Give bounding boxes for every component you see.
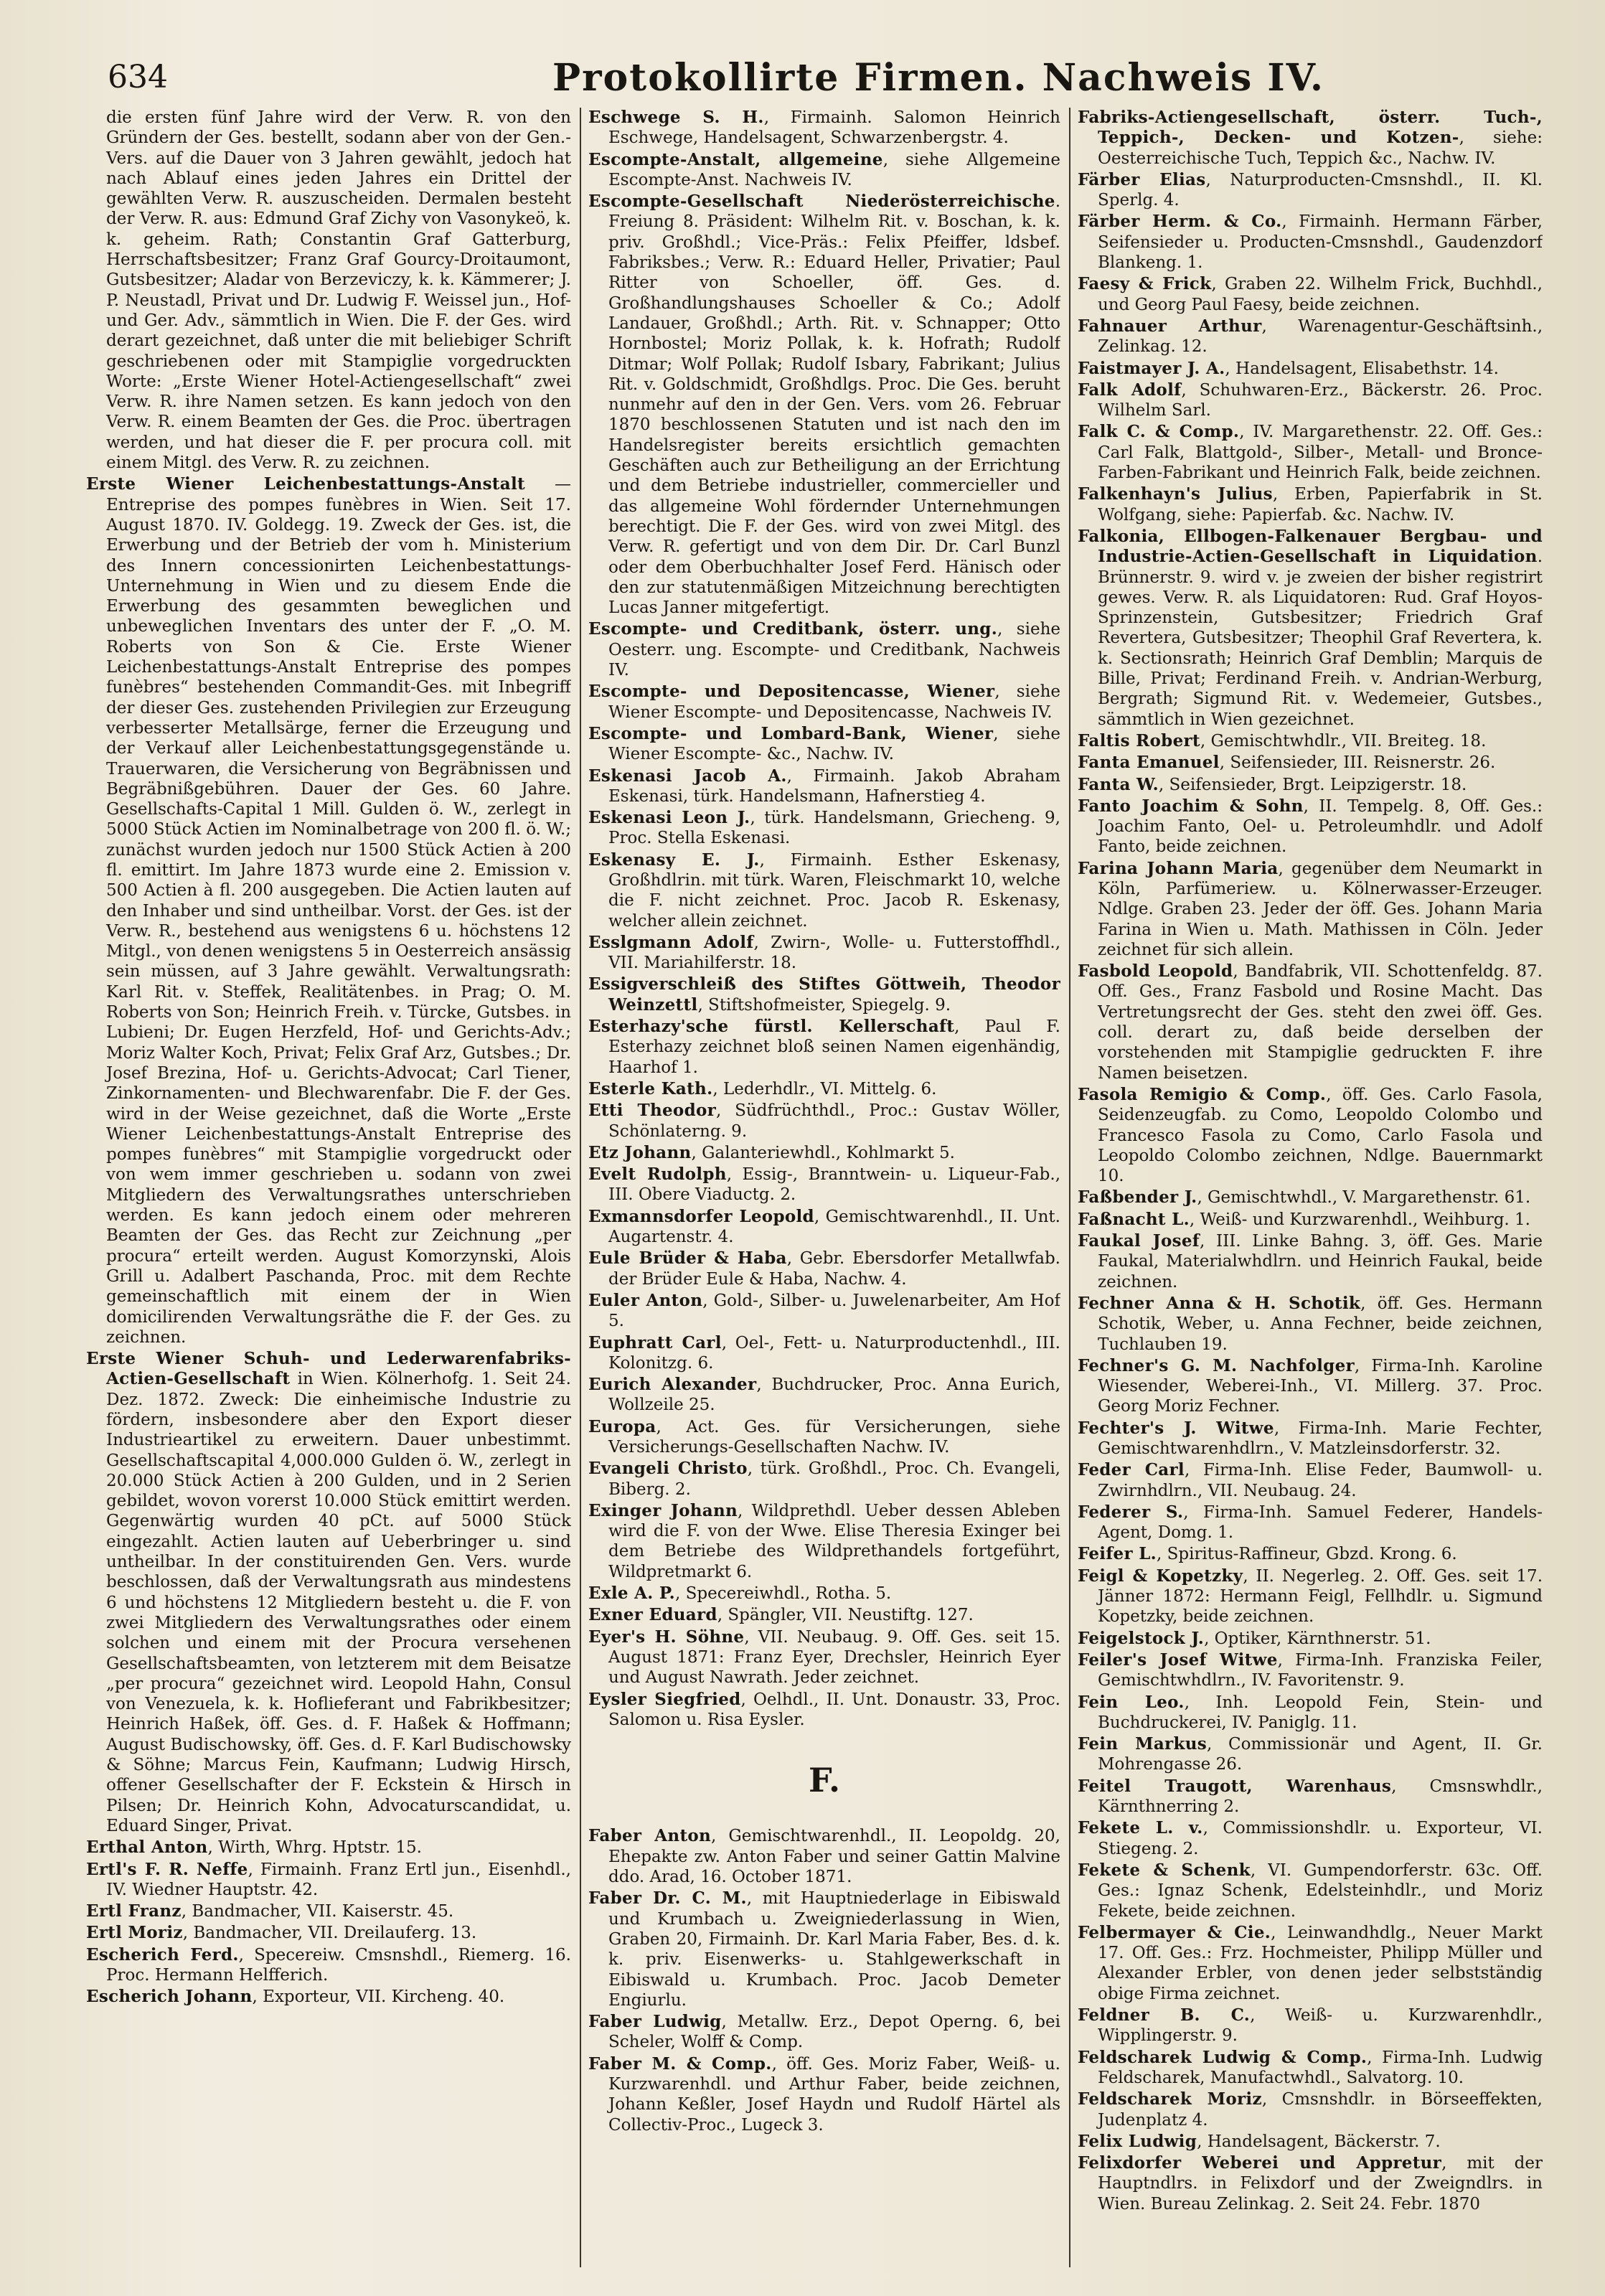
entry-text: , Bandmacher, VII. Dreilauferg. 13.	[182, 1924, 477, 1943]
directory-entry	[1078, 1860, 1543, 1921]
entry-text: , Wirth, Whrg. Hptstr. 15.	[207, 1838, 422, 1858]
firm-name: Felbermayer & Cie.	[1078, 1922, 1271, 1942]
directory-entry	[588, 2012, 1060, 2053]
entry-text: , gegenüber dem Neumarkt in Köln, Parfümeriew. u. Kölnerwasser-Erzeuger. Ndlge. Graben 23. Jeder der öff. Ges. Johann Maria Farina in Wien u. Math. Mathissen in Cöln. Jeder zeichnet für sich allein.	[1098, 859, 1543, 959]
directory-entry	[1078, 2132, 1543, 2152]
directory-entry	[1078, 1356, 1543, 1417]
firm-name: Farina Johann Maria	[1078, 858, 1279, 878]
directory-entry	[1078, 1418, 1543, 1459]
firm-name: Feifer L.	[1078, 1544, 1157, 1564]
directory-entry	[1078, 796, 1543, 857]
entry-text: , Gemischtwarenhdl., II. Unt. Augartenstr. 4.	[608, 1207, 1060, 1247]
letter-heading: F.	[808, 1761, 841, 1800]
entry-text: , Firmainh. Salomon Heinrich Eschwege, Handelsagent, Schwarzenbergstr. 4.	[608, 108, 1060, 148]
firm-name: Eskenasi Leon J.	[588, 808, 750, 828]
entry-text: , Act. Ges. für Versicherungen, siehe Versicherungs-Gesellschaften Nachw. IV.	[608, 1417, 1060, 1457]
column-3	[1078, 108, 1543, 2267]
entry-text: , Zwirn-, Wolle- u. Futterstoffhdl., VII. Mariahilferstr. 18.	[608, 933, 1060, 973]
entry-text: , Metallw. Erz., Depot Operng. 6, bei Scheler, Wolff & Comp.	[608, 2013, 1060, 2052]
entry-text: , Warenagentur-Geschäftsinh., Zelinkag. 12.	[1098, 316, 1543, 357]
directory-entry	[588, 682, 1060, 723]
firm-name: Fanta W.	[1078, 774, 1159, 794]
firm-name: Falkenhayn's Julius	[1078, 484, 1273, 504]
entry-text: , Wildprethdl. Ueber dessen Ableben wird die F. von der Wwe. Elise Theresia Exinger bei dem Betriebe des Wildprethandels fortgeführt, Wildpretmarkt 6.	[608, 1501, 1060, 1581]
entry-text: , Stiftshofmeister, Spiegelg. 9.	[697, 995, 951, 1015]
firm-name: Feder Carl	[1078, 1460, 1185, 1480]
entry-text: — Entreprise des pompes funèbres in Wien. Seit 17. August 1870. IV. Goldegg. 19. Zweck der Ges. ist, die Erwerbung und der Betrieb der vom h. Ministerium des Innern concessionirten Leichenbestattungs-Unternehmung in Wien und zu diesem Ende die Erwerbung des gesammten beweglichen und unbeweglichen Inventars des unter der F. „O. M. Roberts von Son & Cie. Erste Wiener Leichenbestattungs-Anstalt Entreprise des pompes funèbres“ bestehenden Commandit-Ges. mit Inbegriff der dieser Ges. zustehenden Privilegien zur Erzeugung verbesserter Metallsärge, ferner die Erzeugung und der Verkauf aller Leichenbestattungsgegenstände u. Trauerwaren, die Versicherung von Begräbnissen und Begräbnißgebühren. Dauer der Ges. 60 Jahre. Gesellschafts-Capital 1 Mill. Gulden ö. W., zerlegt in 5000 Stück Actien im Nominalbetrage von 200 fl. ö. W.; zunächst wurden jedoch nur 1500 Stück Actien à 200 fl. emittirt. Im Jahre 1873 wurde eine 2. Emission v. 500 Actien à fl. 200 ausgegeben. Die Actien lauten auf den Inhaber und sind untheilbar. Vorst. der Ges. ist der Verw. R., bestehend aus wenigstens 6 u. höchstens 12 Mitgl., von denen wenigstens 5 in Oesterreich ansässig sein müssen, auf 3 Jahre gewählt. Verwaltungsrath: Karl Rit. v. Steffek, Realitätenbes. in Prag; O. M. Roberts von Son; Heinrich Freih. v. Türcke, Gutsbes. in Lubieni; Dr. Eugen Herzfeld, Hof- und Gerichts-Adv.; Moriz Walter Koch, Privat; Felix Graf Arz, Gutsbes.; Dr. Josef Brezina, Hof- u. Gerichts-Advocat; Carl Tiener, Zinkornamenten- und Blechwarenfabr. Die F. der Ges. wird in der Weise gezeichnet, daß die Worte „Erste Wiener Leichenbestattungs-Anstalt Entreprise des pompes funèbres“ mit Stampiglie vorgedruckt oder von wem immer geschrieben u. sodann von zwei Mitgliedern des Verwaltungsrathes unterschrieben werden. Es kann jedoch einem oder mehreren Beamten der Ges. das Recht zur Zeichnung „per procura“ erteilt werden. August Komorzynski, Alois Grill u. Adalbert Paschanda, Proc. mit dem Rechte gemeinschaftlich mit einem der in Wien domicilirenden Verwaltungsräthe die F. der Ges. zu zeichnen.	[106, 475, 571, 1347]
entry-text: , Bandfabrik, VII. Schottenfeldg. 87. Off. Ges., Franz Fasbold und Rosine Macht. Das Vertretungsrecht der Ges. steht den zwei öff. Ges. coll. derart zu, daß beide derselben der vorstehenden mit Stampiglie gedruckten F. ihre Namen beisetzen.	[1098, 962, 1543, 1083]
directory-entry	[1078, 1818, 1543, 1859]
directory-entry	[1078, 1187, 1543, 1208]
firm-name: Escherich Johann	[86, 1987, 253, 2007]
firm-name: Feigl & Kopetzky	[1078, 1566, 1243, 1586]
directory-entry	[1078, 731, 1543, 751]
firm-name: Esterle Kath.	[588, 1078, 713, 1098]
firm-name: Ertl's F. R. Neffe	[86, 1859, 248, 1879]
firm-name: Fabriks-Actiengesellschaft, österr. Tuch-, Teppich-, Decken- und Kotzen-	[1078, 108, 1543, 148]
firm-name: Eysler Siegfried	[588, 1689, 741, 1709]
directory-entry	[588, 1375, 1060, 1416]
firm-name: Fekete L. v.	[1078, 1818, 1203, 1838]
entry-text: , Firmainh. Hermann Färber, Seifensieder u. Producten-Cmsnshdl., Gaudenzdorf Blankeng. 1.	[1098, 212, 1543, 273]
firm-name: Ertl Franz	[86, 1901, 182, 1921]
directory-entry	[1078, 775, 1543, 795]
firm-name: Eskenasi Jacob A.	[588, 766, 787, 786]
directory-entry	[588, 1017, 1060, 1078]
directory-entry	[588, 108, 1060, 149]
firm-name: Fechner Anna & H. Schotik	[1078, 1293, 1361, 1313]
directory-entry	[1078, 1650, 1543, 1691]
entry-text: , Cmsnshdlr. in Börseeffekten, Judenplatz 4.	[1098, 2090, 1543, 2130]
entry-text: , Weiß- u. Kurzwarenhdlr., Wipplingerstr. 9.	[1098, 2006, 1543, 2046]
entry-text: , II. Negerleg. 2. Off. Ges. seit 17. Jänner 1872: Hermann Feigl, Fellhdlr. u. Sigmund Kopetzky, beide zeichnen.	[1098, 1566, 1543, 1627]
entry-text: , siehe: Oesterreichische Tuch, Teppich &c., Nachw. IV.	[1098, 128, 1543, 168]
firm-name: Escherich Ferd.	[86, 1944, 239, 1965]
firm-name: Faltis Robert	[1078, 730, 1200, 751]
firm-name: Ertl Moriz	[86, 1923, 183, 1943]
column-divider	[580, 108, 581, 2267]
entry-text: , Gold-, Silber- u. Juwelenarbeiter, Am Hof 5.	[608, 1291, 1060, 1331]
directory-entry	[588, 192, 1060, 618]
directory-entry	[588, 1826, 1060, 1887]
directory-entry	[588, 2054, 1060, 2135]
entry-text: , Oel-, Fett- u. Naturproductenhdl., III. Kolonitzg. 6.	[608, 1333, 1060, 1373]
firm-name: Fein Leo.	[1078, 1692, 1185, 1712]
entry-text: , Paul F. Esterhazy zeichnet bloß seinen Namen eigenhändig, Haarhof 1.	[608, 1017, 1060, 1077]
directory-entry	[588, 1079, 1060, 1099]
text-columns	[86, 108, 1543, 2267]
directory-entry	[1078, 859, 1543, 960]
directory-entry	[588, 150, 1060, 191]
entry-text: , Firma-Inh. Marie Fechter, Gemischtwarenhdlrn., V. Matzleinsdorferstr. 32.	[1098, 1418, 1543, 1458]
column-1	[86, 108, 571, 2267]
firm-name: Escompte-Gesellschaft Niederösterreichische	[588, 192, 1055, 212]
firm-name: Felixdorfer Weberei und Appretur	[1078, 2153, 1442, 2173]
entry-text: , Spängler, VII. Neustiftg. 127.	[717, 1606, 974, 1625]
entry-text: , Schuhwaren-Erz., Bäckerstr. 26. Proc. Wilhelm Sarl.	[1098, 380, 1543, 420]
firm-name: Faßbender J.	[1078, 1187, 1197, 1208]
firm-name: Fechter's J. Witwe	[1078, 1418, 1274, 1438]
directory-entry	[1078, 1231, 1543, 1292]
firm-name: Färber Elias	[1078, 169, 1206, 189]
entry-text: , Buchdrucker, Proc. Anna Eurich, Wollzeile 25.	[608, 1375, 1060, 1415]
directory-entry	[1078, 1923, 1543, 2004]
firm-name: Fanto Joachim & Sohn	[1078, 796, 1304, 816]
firm-name: Feldner B. C.	[1078, 2005, 1251, 2026]
firm-name: Feldscharek Moriz	[1078, 2089, 1262, 2109]
directory-entry	[588, 1207, 1060, 1248]
entry-text: , Firma-Inh. Ludwig Feldscharek, Manufactwhdl., Salvatorg. 10.	[1098, 2048, 1543, 2087]
entry-text: , Südfrüchthdl., Proc.: Gustav Wöller, Schönlaterng. 9.	[608, 1101, 1060, 1141]
directory-entry	[1078, 108, 1543, 169]
firm-name: Escompte- und Lombard-Bank, Wiener	[588, 723, 994, 743]
entry-text: , VII. Neubaug. 9. Off. Ges. seit 15. August 1871: Franz Eyer, Drechsler, Heinrich Eyer und August Nawrath. Jeder zeichnet.	[608, 1627, 1060, 1688]
directory-entry	[1078, 212, 1543, 273]
firm-name: Falk Adolf	[1078, 380, 1182, 400]
column-divider	[1069, 108, 1070, 2267]
firm-name: Europa	[588, 1416, 656, 1436]
directory-entry	[86, 1349, 571, 1836]
entry-text: , Gemischtwhdl., V. Margarethenstr. 61.	[1197, 1188, 1531, 1208]
firm-name: Faesy & Frick	[1078, 274, 1212, 294]
firm-name: Esterhazy'sche fürstl. Kellerschaft	[588, 1017, 955, 1037]
running-title: Protokollirte Firmen. Nachweis IV.	[552, 56, 1325, 100]
entry-text: , Firma-Inh. Elise Feder, Baumwoll- u. Zwirnhdlrn., VII. Neubaug. 24.	[1098, 1461, 1543, 1500]
entry-text: , Gebr. Ebersdorfer Metallwfab. der Brüder Eule & Haba, Nachw. 4.	[608, 1249, 1060, 1289]
entry-text: , VI. Gumpendorferstr. 63c. Off. Ges.: Ignaz Schenk, Edelsteinhdlr., und Moriz Fekete, beide zeichnen.	[1098, 1860, 1543, 1921]
directory-entry	[588, 1888, 1060, 2010]
directory-entry	[1078, 1777, 1543, 1817]
entry-text: , siehe Allgemeine Escompte-Anst. Nachweis IV.	[608, 150, 1060, 189]
directory-entry	[86, 474, 571, 1347]
entry-text: , Commissionär und Agent, II. Gr. Mohrengasse 26.	[1098, 1735, 1543, 1774]
directory-entry	[1078, 1544, 1543, 1564]
directory-entry	[588, 1248, 1060, 1289]
firm-name: Feigelstock J.	[1078, 1628, 1205, 1648]
firm-name: Faber Ludwig	[588, 2012, 722, 2032]
entry-text: , Firma-Inh. Karoline Wiesender, Weberei-Inh., VI. Millerg. 37. Proc. Georg Moriz Fechner.	[1098, 1356, 1543, 1416]
entry-text: , Inh. Leopold Fein, Stein- und Buchdruckerei, IV. Paniglg. 11.	[1098, 1693, 1543, 1732]
firm-name: Falk C. & Comp.	[1078, 422, 1240, 442]
firm-name: Faber Dr. C. M.	[588, 1888, 747, 1909]
directory-entry	[1078, 1502, 1543, 1543]
entry-text: , Specereiw. Cmsnshdl., Riemerg. 16. Proc. Hermann Helfferich.	[106, 1945, 571, 1985]
entry-text: die ersten fünf Jahre wird der Verw. R. von den Gründern der Ges. bestellt, sodann aber von der Gen.-Vers. auf die Dauer von 3 Jahren gewählt, jedoch hat nach Ablauf eines jeden Jahres ein Drittel der gewählten Verw. R. auszuscheiden. Dermalen besteht der Verw. R. aus: Edmund Graf Zichy von Vasonykeö, k. k. geheim. Rath; Constantin Graf Gatterburg, Herrschaftsbesitzer; Franz Graf Gourcy-Droitaumont, Gutsbesitzer; Aladar von Berzeviczy, k. k. Kämmerer; J. P. Neustadl, Privat und Dr. Ludwig F. Weissel jun., Hof- und Ger. Adv., sämmtlich in Wien. Die F. der Ges. wird derart gezeichnet, daß unter die mit beliebiger Schrift geschriebenen oder mit Stampiglie vorgedruckten Worte: „Erste Wiener Hotel-Actiengesellschaft“ zwei Verw. R. ihre Namen setzen. Es kann jedoch von den Verw. R. einem Beamten der Ges. die Proc. übertragen werden, und hat dieser die F. per procura coll. mit einem Mitgl. des Verw. R. zu zeichnen.	[106, 108, 571, 473]
directory-entry	[1078, 1693, 1543, 1733]
entry-text: , Erben, Papierfabrik in St. Wolfgang, siehe: Papierfab. &c. Nachw. IV.	[1098, 485, 1543, 524]
firm-name: Fasbold Leopold	[1078, 961, 1233, 982]
directory-entry	[588, 974, 1060, 1015]
entry-text: , Galanteriewhdl., Kohlmarkt 5.	[691, 1143, 955, 1162]
entry-text: , Firmainh. Franz Ertl jun., Eisenhdl., IV. Wiedner Hauptstr. 42.	[106, 1860, 571, 1899]
firm-name: Esslgmann Adolf	[588, 932, 754, 952]
firm-name: Faukal Josef	[1078, 1231, 1200, 1251]
entry-text: , Firmainh. Jakob Abraham Eskenasi, türk. Handelsmann, Hafnerstieg 4.	[608, 766, 1060, 806]
entry-text: , Handelsagent, Elisabethstr. 14.	[1225, 359, 1499, 378]
column-2	[588, 108, 1060, 2267]
directory-entry	[588, 766, 1060, 807]
directory-entry	[86, 1838, 571, 1858]
directory-entry	[588, 724, 1060, 765]
entry-text: , Seifensieder, Brgt. Leipzigerstr. 18.	[1158, 775, 1467, 794]
entry-text: , Firma-Inh. Franziska Feiler, Gemischtwhdlrn., IV. Favoritenstr. 9.	[1098, 1650, 1543, 1690]
entry-text: , Optiker, Kärnthnerstr. 51.	[1204, 1629, 1431, 1648]
firm-name: Erthal Anton	[86, 1838, 208, 1858]
directory-entry	[1078, 1566, 1543, 1627]
firm-name: Exmannsdorfer Leopold	[588, 1206, 814, 1226]
entry-text: , siehe Oesterr. ung. Escompte- und Creditbank, Nachweis IV.	[608, 620, 1060, 680]
directory-entry	[588, 1459, 1060, 1500]
entry-text: , Commissionshdlr. u. Exporteur, VI. Stiegeng. 2.	[1098, 1819, 1543, 1858]
directory-entry	[588, 1165, 1060, 1205]
firm-name: Feldscharek Ludwig & Comp.	[1078, 2047, 1368, 2067]
page-number: 634	[108, 59, 168, 95]
directory-entry	[1078, 484, 1543, 525]
firm-name: Essigverschleiß des Stiftes Göttweih, Theodor Weinzettl	[588, 974, 1060, 1015]
directory-entry	[86, 1945, 571, 1986]
entry-text: , türk. Handelsmann, Griecheng. 9, Proc. Stella Eskenasi.	[608, 809, 1060, 848]
directory-entry	[588, 1101, 1060, 1142]
directory-entry	[588, 1333, 1060, 1374]
directory-entry	[588, 1143, 1060, 1163]
directory-entry	[86, 108, 571, 473]
entry-text: , II. Tempelg. 8, Off. Ges.: Joachim Fanto, Oel- u. Petroleumhdlr. und Adolf Fanto, beide zeichnen.	[1098, 796, 1543, 857]
entry-text: in Wien. Kölnerhofg. 1. Seit 24. Dez. 1872. Zweck: Die einheimische Industrie zu fördern, insbesondere aber den Export dieser Industrieartikel zu erweitern. Dauer unbestimmt. Gesellschaftscapital 4,000.000 Gulden ö. W., zerlegt in 20.000 Stück Actien à 200 Gulden, und in 2 Serien gebildet, wovon vorerst 10.000 Stück emittirt werden. Gegenwärtig wurden 40 pCt. auf 5000 Stück eingezahlt. Actien lauten auf Ueberbringer u. sind untheilbar. In der constituirenden Gen. Vers. wurde beschlossen, daß der Verwaltungsrath aus mindestens 6 und höchstens 12 Mitgliedern besteht u. die F. von zwei Mitgliedern des Verwaltungsrathes oder einem solchen und einem mit der Procura versehenen Gesellschaftsbeamten, von letzterem mit dem Beisatze „per procura“ gezeichnet wird. Leopold Hahn, Consul von Venezuela, k. k. Hoflieferant und Fabrikbesitzer; Heinrich Haßek, öff. Ges. d. F. Haßek & Hoffmann; August Budischowsky, öff. Ges. d. F. Karl Budischowsky & Söhne; Marcus Fein, Kaufmann; Ludwig Hirsch, offener Gesellschafter der F. Eckstein & Hirsch in Pilsen; Dr. Heinrich Kohn, Advocaturscandidat, u. Eduard Singer, Privat.	[106, 1370, 571, 1835]
firm-name: Falkonia, Ellbogen-Falkenauer Bergbau- und Industrie-Actien-Gesellschaft in Liquidation	[1078, 526, 1543, 567]
directory-entry	[1078, 2089, 1543, 2130]
directory-entry	[588, 1627, 1060, 1688]
entry-text: , Spiritus-Raffineur, Gbzd. Krong. 6.	[1156, 1545, 1457, 1564]
firm-name: Eschwege S. H.	[588, 108, 764, 127]
page-header	[108, 50, 1514, 108]
directory-entry	[588, 1584, 1060, 1604]
firm-name: Etti Theodor	[588, 1101, 717, 1121]
firm-name: Felix Ludwig	[1078, 2131, 1197, 2151]
firm-name: Eyer's H. Söhne	[588, 1627, 745, 1647]
firm-name: Erste Wiener Leichenbestattungs-Anstalt	[86, 474, 525, 494]
directory-entry	[1078, 422, 1543, 483]
firm-name: Euler Anton	[588, 1290, 703, 1310]
firm-name: Fein Markus	[1078, 1734, 1207, 1754]
entry-text: , mit Hauptniederlage in Eibiswald und Krumbach u. Zweigniederlassung in Wien, Graben 20, Firmainh. Dr. Karl Maria Faber, Bes. d. k. k. priv. Eisenwerks- u. Stahlgewerkschaft in Eibiswald u. Krumbach. Proc. Jacob Demeter Engiurlu.	[608, 1889, 1060, 2010]
directory-entry	[588, 933, 1060, 974]
firm-name: Escompte- und Depositencasse, Wiener	[588, 682, 995, 702]
directory-entry	[1078, 1734, 1543, 1775]
entry-text: , Cmsnswhdlr., Kärnthnerring 2.	[1098, 1777, 1543, 1817]
entry-text: , Exporteur, VII. Kircheng. 40.	[252, 1987, 505, 2007]
entry-text: , Lederhdlr., VI. Mittelg. 6.	[712, 1079, 937, 1098]
directory-entry	[1078, 753, 1543, 773]
firm-name: Evangeli Christo	[588, 1459, 748, 1479]
entry-text: , Bandmacher, VII. Kaiserstr. 45.	[181, 1902, 454, 1921]
directory-entry	[588, 808, 1060, 849]
directory-entry	[1078, 1210, 1543, 1230]
entry-text: , III. Linke Bahng. 3, öff. Ges. Marie Faukal, Materialwhdlrn. und Heinrich Faukal, beide zeichnen.	[1098, 1232, 1543, 1292]
firm-name: Erste Wiener Schuh- und Lederwarenfabriks-Actien-Gesellschaft	[86, 1349, 571, 1389]
firm-name: Eule Brüder & Haba	[588, 1248, 787, 1269]
directory-entry	[588, 850, 1060, 931]
directory-entry	[1078, 380, 1543, 421]
firm-name: Faber Anton	[588, 1826, 712, 1846]
entry-text: , Seifensieder, III. Reisnerstr. 26.	[1219, 753, 1496, 773]
entry-text: , Leinwandhdlg., Neuer Markt 17. Off. Ges.: Frz. Hochmeister, Philipp Müller und Alexander Erbler, von denen jeder selbstständig obige Firma zeichnet.	[1098, 1923, 1543, 2003]
directory-entry	[86, 1860, 571, 1901]
firm-name: Faistmayer J. A.	[1078, 358, 1225, 378]
directory-entry	[588, 1501, 1060, 1582]
directory-entry	[588, 1417, 1060, 1458]
firm-name: Exner Eduard	[588, 1605, 717, 1625]
entry-text: , Naturproducten-Cmsnshdl., II. Kl. Sperlg. 4.	[1098, 170, 1543, 210]
directory-entry	[588, 619, 1060, 680]
directory-entry	[1078, 359, 1543, 379]
entry-text: , Specereiwhdl., Rotha. 5.	[674, 1584, 892, 1604]
firm-name: Feiler's Josef Witwe	[1078, 1650, 1278, 1670]
directory-entry	[1078, 2048, 1543, 2089]
entry-text: , Gemischtwarenhdl., II. Leopoldg. 20, Ehepakte zw. Anton Faber und seiner Gattin Malvine ddo. Arad, 16. October 1871.	[608, 1827, 1060, 1887]
entry-text: , Oelhdl., II. Unt. Donaustr. 33, Proc. Salomon u. Risa Eysler.	[608, 1690, 1060, 1729]
entry-text: , Firma-Inh. Samuel Federer, Handels-Agent, Domg. 1.	[1098, 1502, 1543, 1543]
firm-name: Escompte-Anstalt, allgemeine	[588, 149, 883, 169]
directory-entry	[1078, 961, 1543, 1083]
directory-entry	[588, 1605, 1060, 1625]
firm-name: Etz Johann	[588, 1142, 692, 1162]
directory-entry	[1078, 2153, 1543, 2214]
firm-name: Fasola Remigio & Comp.	[1078, 1084, 1327, 1104]
directory-entry	[1078, 274, 1543, 315]
firm-name: Färber Herm. & Co.	[1078, 212, 1282, 232]
entry-text: , siehe Wiener Escompte- &c., Nachw. IV.	[608, 724, 1060, 764]
firm-name: Escompte- und Creditbank, österr. ung.	[588, 619, 998, 639]
entry-text: , Weiß- und Kurzwarenhdl., Weihburg. 1.	[1189, 1210, 1530, 1229]
entry-text: , öff. Ges. Moriz Faber, Weiß- u. Kurzwarenhdl. und Arthur Faber, beide zeichnen, Johann Keßler, Josef Haydn und Rudolf Härtel als Collectiv-Proc., Lugeck 3.	[608, 2054, 1060, 2135]
entry-text: , türk. Großhdl., Proc. Ch. Evangeli, Biberg. 2.	[608, 1459, 1060, 1499]
entry-text: , Graben 22. Wilhelm Frick, Buchhdl., und Georg Paul Faesy, beide zeichnen.	[1098, 275, 1543, 314]
firm-name: Fechner's G. M. Nachfolger	[1078, 1355, 1355, 1375]
entry-text: . Brünnerstr. 9. wird v. je zweien der bisher registrirt gewes. Verw. R. als Liquidatoren: Rud. Graf Hoyos-Sprinzenstein, Gutsbesitzer; Friedrich Graf Revertera, Gutsbesitzer; Theophil Graf Revertera, k. k. Sectionsrath; Heinrich Graf Demblin; Marquis de Bille, Privat; Ferdinand Freih. v. Andrian-Werburg, Bergrath; Sigmund Rit. v. Wedemeier, Gutsbes., sämmtlich in Wien gezeichnet.	[1098, 547, 1543, 729]
directory-entry	[1078, 527, 1543, 730]
firm-name: Fahnauer Arthur	[1078, 316, 1262, 336]
firm-name: Fanta Emanuel	[1078, 753, 1220, 773]
firm-name: Exle A. P.	[588, 1584, 675, 1604]
entry-text: , Gemischtwhdlr., VII. Breiteg. 18.	[1200, 731, 1487, 751]
directory-entry	[1078, 1460, 1543, 1501]
firm-name: Evelt Rudolph	[588, 1165, 727, 1185]
entry-text: , öff. Ges. Hermann Schotik, Weber, u. Anna Fechner, beide zeichnen, Tuchlauben 19.	[1098, 1294, 1543, 1354]
firm-name: Eurich Alexander	[588, 1375, 757, 1395]
entry-text: , mit der Hauptndlrs. in Felixdorf und der Zweigndlrs. in Wien. Bureau Zelinkag. 2. Seit 24. Febr. 1870	[1098, 2154, 1543, 2213]
directory-entry	[1078, 170, 1543, 211]
directory-entry	[1078, 316, 1543, 357]
firm-name: Federer S.	[1078, 1502, 1184, 1522]
directory-entry	[86, 1923, 571, 1943]
directory-entry	[1078, 1294, 1543, 1355]
entry-text: , öff. Ges. Carlo Fasola, Seidenzeugfab. zu Como, Leopoldo Colombo und Francesco Fasola zu Como, Carlo Fasola und Leopoldo Colombo zeichnen, Ndlge. Bauernmarkt 10.	[1098, 1085, 1543, 1186]
entry-text: , Handelsagent, Bäckerstr. 7.	[1197, 2132, 1441, 2151]
entry-text: . Freiung 8. Präsident: Wilhelm Rit. v. Boschan, k. k. priv. Großhdl.; Vice-Präs.: Felix Pfeiffer, ldsbef. Fabriksbes.; Verw. R.: Eduard Heller, Privatier; Paul Ritter von Schoeller, öff. Ges. d. Großhandlungshauses Schoeller & Co.; Adolf Landauer, Großhdl.; Arth. Rit. v. Schnapper; Otto Hornbostel; Moriz Pollak, k. k. Hofrath; Rudolf Ditmar; Wolf Pollak; Rudolf Isbary, Fabrikant; Julius Rit. v. Goldschmidt, Großhdlgs. Proc. Die Ges. beruht nunmehr auf den in der Gen. Vers. vom 26. Februar 1870 beschlossenen Statuten und ist nach den im Handelsregister bereits ersichtlich gemachten Geschäften auch zur Betheiligung an der Errichtung und dem Betriebe industrieller, commercieller und das allgemeine Wohl fördernder Unternehmungen berechtigt. Die F. der Ges. wird von zwei Mitgl. des Verw. R. gefertigt und von dem Dir. Dr. Carl Bunzl oder dem Oberbuchhalter Josef Ferd. Hänisch oder den zur statutenmäßigen Mitzeichnung berechtigten Lucas Janner mitgefertigt.	[608, 192, 1060, 618]
entry-text: , Essig-, Branntwein- u. Liqueur-Fab., III. Obere Viaductg. 2.	[608, 1165, 1060, 1205]
firm-name: Euphratt Carl	[588, 1332, 722, 1352]
directory-entry	[1078, 1085, 1543, 1186]
entry-text: , IV. Margarethenstr. 22. Off. Ges.: Carl Falk, Blattgold-, Silber-, Metall- und Bronce-Farben-Fabrikant und Heinrich Falk, beide zeichnen.	[1098, 423, 1543, 483]
firm-name: Eskenasy E. J.	[588, 850, 760, 870]
directory-entry	[86, 1987, 571, 2007]
firm-name: Fekete & Schenk	[1078, 1860, 1251, 1880]
firm-name: Feitel Traugott, Warenhaus	[1078, 1776, 1392, 1796]
directory-entry	[588, 1690, 1060, 1731]
directory-entry	[86, 1901, 571, 1921]
entry-text: , siehe Wiener Escompte- und Depositencasse, Nachweis IV.	[608, 682, 1060, 722]
firm-name: Exinger Johann	[588, 1500, 738, 1520]
firm-name: Faber M. & Comp.	[588, 2053, 772, 2074]
directory-entry	[1078, 1629, 1543, 1649]
directory-entry	[1078, 2005, 1543, 2046]
directory-entry	[588, 1291, 1060, 1332]
firm-name: Faßnacht L.	[1078, 1209, 1190, 1229]
entry-text: , Firmainh. Esther Eskenasy, Großhdlrin. mit türk. Waren, Fleischmarkt 10, welche die F. nicht zeichnet. Proc. Jacob R. Eskenasy, welcher allein zeichnet.	[608, 850, 1060, 931]
